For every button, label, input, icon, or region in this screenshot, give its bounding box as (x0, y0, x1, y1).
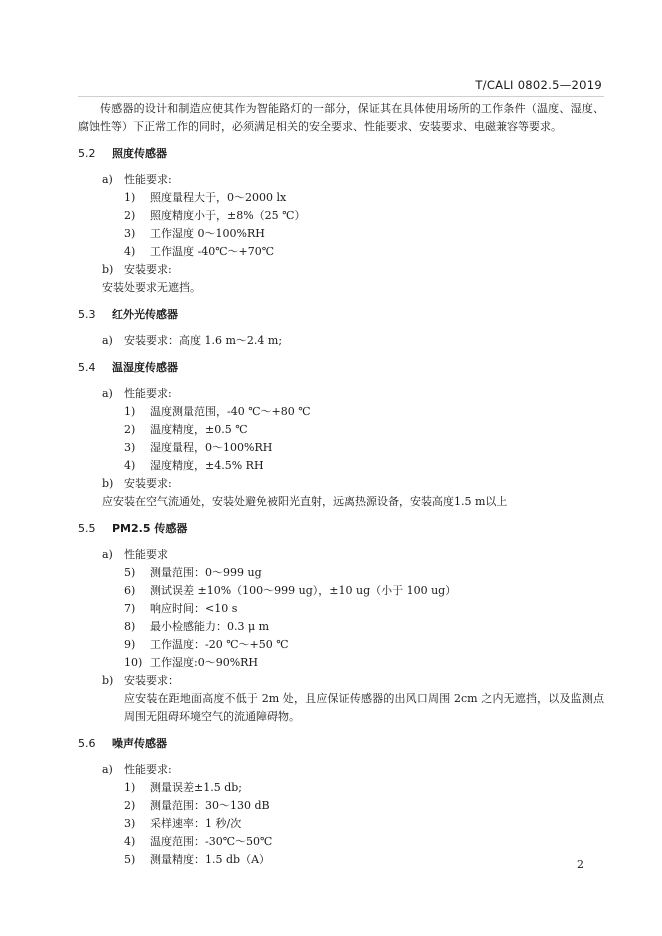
section-number: 5.5 (78, 522, 96, 535)
list-item: 5) 测量范围：0～999 ug (124, 566, 262, 579)
list-item: 1) 测量误差±1.5 db; (124, 781, 242, 794)
list-item: 4) 温度范围：-30℃～50℃ (124, 835, 273, 848)
section-heading (78, 306, 604, 324)
header-rule (78, 96, 604, 97)
list-item: a) 性能要求: (102, 387, 172, 400)
list-item: a) 性能要求 (102, 548, 168, 561)
page-content (78, 100, 604, 869)
section-number: 5.3 (78, 308, 96, 321)
list-item: a) 性能要求: (102, 763, 172, 776)
list-item: a) 安装要求：高度 1.6 m～2.4 m; (102, 334, 283, 347)
section-title: 温湿度传感器 (112, 361, 178, 374)
list-item: 1) 温度测量范围，-40 ℃～+80 ℃ (124, 405, 311, 418)
list-item: 3) 采样速率：1 秒/次 (124, 817, 242, 830)
list-item: 9) 工作温度：-20 ℃～+50 ℃ (124, 638, 289, 651)
list-item: 2) 照度精度小于，±8%（25 ℃） (124, 209, 306, 222)
list-item: 3) 湿度量程，0～100%RH (124, 441, 273, 454)
section-title: 噪声传感器 (112, 737, 167, 750)
body-text: 安装处要求无遮挡。 (102, 281, 201, 294)
list-item: a) 性能要求: (102, 173, 172, 186)
list-item: 4) 工作温度 -40℃～+70℃ (124, 245, 275, 258)
list-item: b) 安装要求： (102, 674, 179, 687)
body-text: 应安装在空气流通处，安装处避免被阳光直射，远离热源设备，安装高度1.5 m以上 (102, 495, 508, 508)
section-heading (78, 145, 604, 163)
list-item: 4) 湿度精度，±4.5% RH (124, 459, 264, 472)
section-title: 红外光传感器 (112, 308, 178, 321)
list-item: 2) 温度精度，±0.5 ℃ (124, 423, 248, 436)
list-item: b) 安装要求: (102, 477, 172, 490)
list-item: 10) 工作湿度:0～90%RH (124, 656, 259, 669)
section-heading (78, 520, 604, 538)
section-number: 5.4 (78, 361, 96, 374)
list-item: b) 安装要求: (102, 263, 172, 276)
section-title: PM2.5 传感器 (112, 522, 188, 535)
list-item: 3) 工作湿度 0～100%RH (124, 227, 265, 240)
section-number: 5.6 (78, 737, 96, 750)
list-item: 7) 响应时间：<10 s (124, 602, 238, 615)
document-code: T/CALI 0802.5—2019 (475, 78, 602, 92)
body-text: 应安装在距地面高度不低于 2m 处，且应保证传感器的出风口周围 2cm 之内无遮挡，以及监测点周围无阻碍环境空气的流通障碍物。 (124, 692, 604, 723)
list-item: 2) 测量范围：30～130 dB (124, 799, 270, 812)
list-item: 1) 照度量程大于，0～2000 lx (124, 191, 287, 204)
page-number: 2 (577, 858, 584, 871)
section-title: 照度传感器 (112, 147, 167, 160)
intro-paragraph: 传感器的设计和制造应使其作为智能路灯的一部分，保证其在具体使用场所的工作条件（温度、湿度、腐蚀性等）下正常工作的同时，必须满足相关的安全要求、性能要求、安装要求、电磁兼容等要求。 (78, 102, 604, 133)
list-item: 5) 测量精度：1.5 db（A） (124, 853, 271, 866)
section-heading (78, 359, 604, 377)
list-item: 6) 测试误差 ±10%（100～999 ug），±10 ug（小于 100 ug） (124, 584, 457, 597)
section-number: 5.2 (78, 147, 96, 160)
section-heading (78, 735, 604, 753)
list-item: 8) 最小检感能力：0.3 μ m (124, 620, 270, 633)
